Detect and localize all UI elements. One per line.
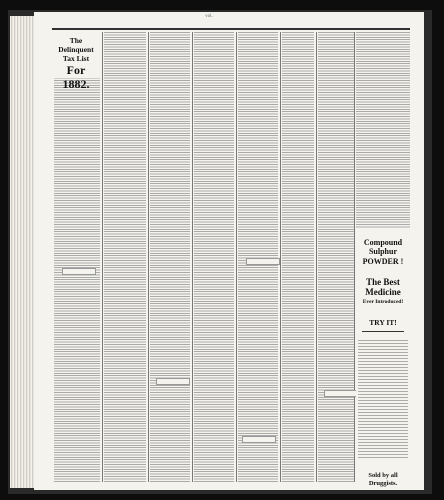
text-column-7 xyxy=(318,32,354,482)
text-column-3 xyxy=(150,32,190,482)
page-stack-edge xyxy=(10,16,36,488)
text-column-4 xyxy=(194,32,234,482)
ad-line-3: The Best Medicine xyxy=(365,277,401,297)
column-rule xyxy=(102,32,103,482)
text-column-6 xyxy=(282,32,314,482)
section-label xyxy=(246,258,280,265)
headline-block xyxy=(52,32,100,91)
section-label xyxy=(324,390,358,397)
column-rule xyxy=(236,32,237,482)
ad-footer: Sold by all Druggists. xyxy=(368,472,398,487)
headline-line-2: For 1882. xyxy=(62,63,90,91)
ad-line-2: POWDER ! xyxy=(362,257,404,266)
headline-line-1: The Delinquent Tax List xyxy=(58,36,94,63)
column-rule xyxy=(316,32,317,482)
masthead-rule xyxy=(52,28,410,30)
text-column-2 xyxy=(104,32,146,482)
text-column-5 xyxy=(238,32,278,482)
text-column-8 xyxy=(356,32,410,228)
column-rule xyxy=(192,32,193,482)
section-label xyxy=(62,268,96,275)
ad-line-5: TRY IT! xyxy=(369,318,397,327)
column-rule xyxy=(280,32,281,482)
column-rule xyxy=(148,32,149,482)
ad-line-1: Compound Sulphur xyxy=(363,238,403,256)
column-rule xyxy=(354,32,355,482)
section-label xyxy=(156,378,190,385)
volume-mark: vol. xyxy=(205,14,213,19)
advertisement-box xyxy=(356,230,410,487)
text-column-1 xyxy=(54,32,100,482)
ad-body-text xyxy=(358,340,408,460)
ad-divider xyxy=(362,331,404,332)
newspaper-page xyxy=(34,12,424,490)
section-label xyxy=(242,436,276,443)
ad-line-4: Ever Introduced! xyxy=(362,299,404,305)
